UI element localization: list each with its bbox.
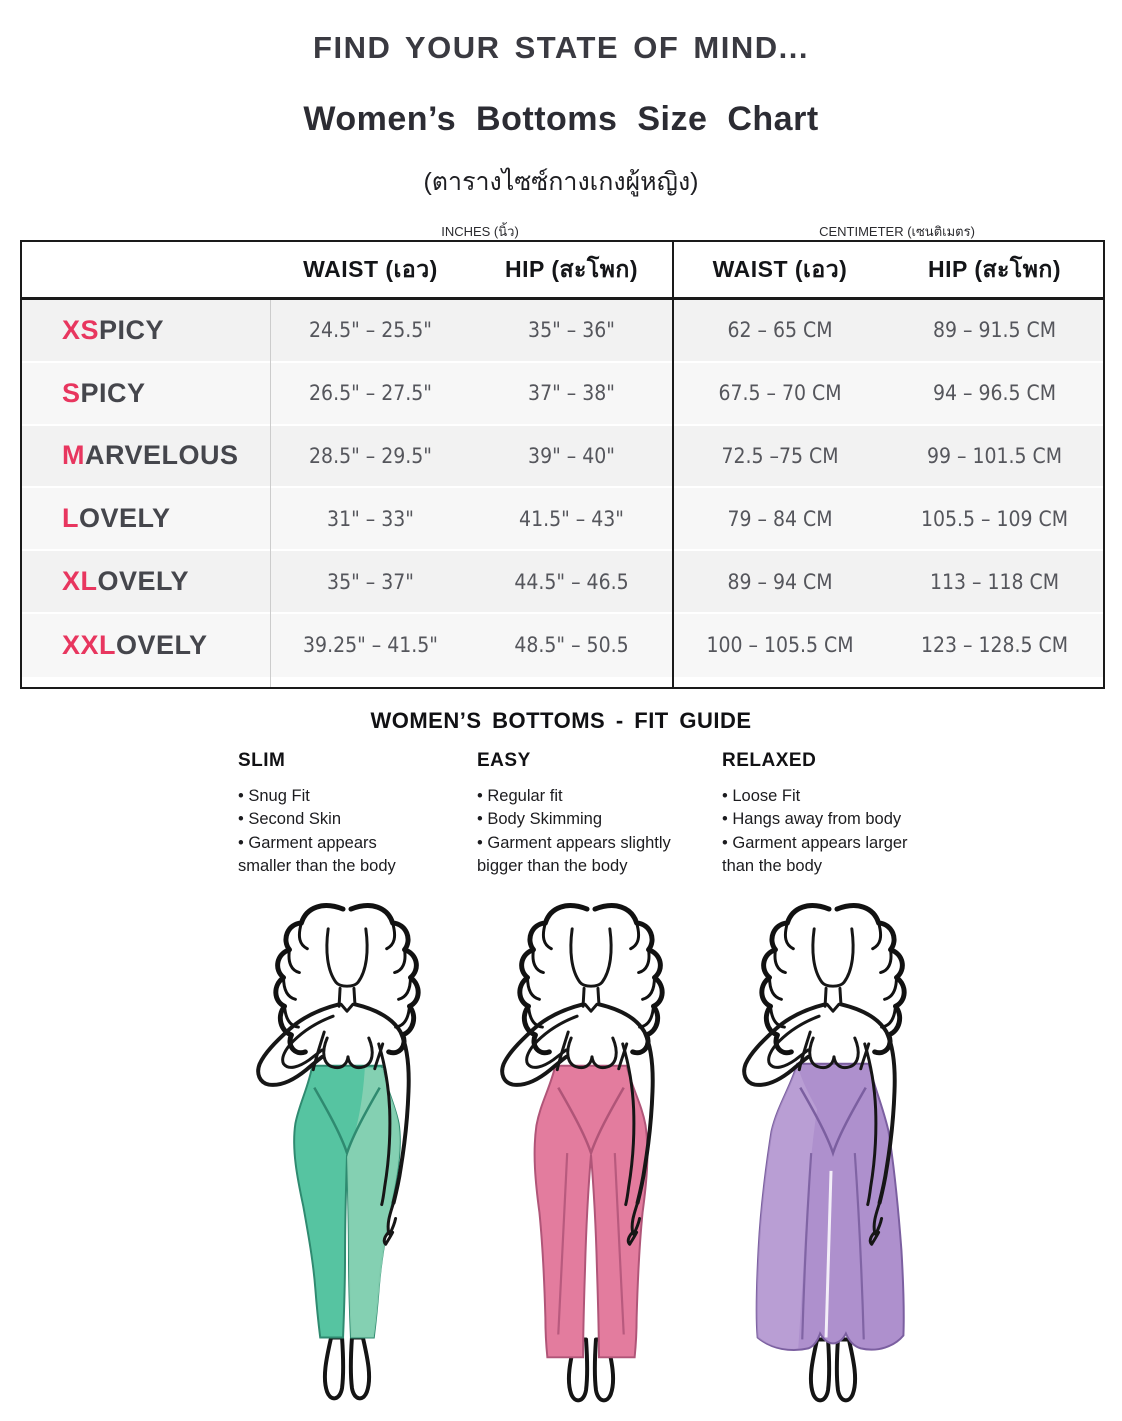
table-row bbox=[22, 614, 1103, 677]
pants-easy bbox=[535, 1066, 648, 1358]
left-foot bbox=[325, 1337, 343, 1398]
fit-bullet: • Hangs away from body bbox=[722, 808, 930, 831]
page-title: Women’s Bottoms Size Chart bbox=[303, 100, 819, 138]
size-table bbox=[20, 240, 1105, 689]
size-rest: ARVELOUS bbox=[85, 440, 239, 471]
page-subtitle-thai: (ตารางไซซ์กางเกงผู้หญิง) bbox=[423, 168, 699, 196]
waist-cm-value: 89 – 94 CM bbox=[727, 569, 833, 594]
size-name bbox=[22, 440, 270, 471]
fit-bullet: • Loose Fit bbox=[722, 785, 930, 808]
waist-inches-value: 39.25" – 41.5" bbox=[303, 633, 438, 658]
fit-bullet: • Garment appears slightly bigger than the body bbox=[477, 832, 689, 879]
fit-bullet: • Body Skimming bbox=[477, 808, 689, 831]
section-divider-line bbox=[672, 242, 674, 687]
waist-cm-value: 62 – 65 CM bbox=[727, 318, 833, 343]
fit-guide-title: WOMEN’S BOTTOMS - FIT GUIDE bbox=[370, 708, 752, 733]
size-prefix: XXL bbox=[62, 629, 117, 660]
table-row bbox=[22, 551, 1103, 614]
waist-cm-value: 67.5 – 70 CM bbox=[718, 381, 842, 406]
size-rest: OVELY bbox=[79, 503, 171, 534]
hip-cm-value: 105.5 – 109 CM bbox=[920, 506, 1069, 531]
hip-cm-header: HIP (สะโพก) bbox=[928, 255, 1061, 282]
fit-guide-column-easy bbox=[477, 748, 689, 879]
fit-name-easy: EASY bbox=[477, 750, 531, 771]
waist-inches-header: WAIST (เอว) bbox=[303, 255, 438, 282]
fit-bullet: • Garment appears smaller than the body bbox=[238, 832, 418, 879]
size-rest: PICY bbox=[80, 377, 146, 408]
size-prefix: S bbox=[62, 377, 81, 408]
hip-inches-header: HIP (สะโพก) bbox=[505, 255, 638, 282]
size-name bbox=[22, 630, 270, 661]
hip-inches-value: 44.5" – 46.5 bbox=[514, 569, 629, 594]
name-column-divider-line bbox=[270, 300, 271, 687]
waist-inches-value: 26.5" – 27.5" bbox=[309, 381, 432, 406]
size-name bbox=[22, 315, 270, 346]
table-row bbox=[22, 488, 1103, 551]
waist-inches-value: 35" – 37" bbox=[327, 569, 414, 594]
right-foot bbox=[837, 1339, 855, 1400]
size-rest: OVELY bbox=[116, 629, 208, 660]
size-table-body bbox=[22, 300, 1103, 687]
fit-guide-column-slim bbox=[238, 748, 418, 879]
centimeter-section-label: CENTIMETER (เซนติเมตร) bbox=[819, 224, 975, 239]
fit-bullet: • Second Skin bbox=[238, 808, 418, 831]
waist-inches-value: 24.5" – 25.5" bbox=[309, 318, 432, 343]
hip-cm-value: 99 – 101.5 CM bbox=[926, 443, 1063, 468]
hip-cm-value: 94 – 96.5 CM bbox=[932, 381, 1057, 406]
left-foot bbox=[811, 1339, 829, 1400]
waist-cm-header: WAIST (เอว) bbox=[712, 255, 848, 282]
size-name bbox=[22, 566, 270, 597]
figure-easy-fit bbox=[472, 891, 710, 1421]
fit-bullets-easy bbox=[477, 785, 689, 879]
fit-bullets-relaxed bbox=[722, 785, 930, 879]
fit-name-slim: SLIM bbox=[238, 750, 286, 771]
waist-cm-value: 100 – 105.5 CM bbox=[706, 633, 854, 658]
size-prefix: M bbox=[62, 440, 85, 471]
size-prefix: XL bbox=[62, 566, 98, 597]
figure-slim-fit bbox=[228, 891, 466, 1421]
figure-relaxed-fit bbox=[714, 891, 952, 1421]
waist-inches-value: 28.5" – 29.5" bbox=[309, 443, 432, 468]
waist-inches-value: 31" – 33" bbox=[327, 506, 414, 531]
size-rest: OVELY bbox=[97, 566, 190, 597]
inches-section-label: INCHES (นิ้ว) bbox=[441, 224, 519, 239]
size-name bbox=[22, 378, 270, 409]
fit-bullets-slim bbox=[238, 785, 418, 879]
hip-inches-value: 48.5" – 50.5 bbox=[514, 633, 629, 658]
table-row bbox=[22, 300, 1103, 363]
page-heading: FIND YOUR STATE OF MIND... bbox=[313, 30, 809, 65]
size-name bbox=[22, 503, 270, 534]
right-foot bbox=[351, 1337, 369, 1398]
fit-guide-column-relaxed bbox=[722, 748, 930, 879]
hip-inches-value: 41.5" – 43" bbox=[519, 506, 624, 531]
fit-bullet: • Garment appears larger than the body bbox=[722, 832, 930, 879]
size-prefix: XS bbox=[62, 314, 100, 345]
size-prefix: L bbox=[62, 503, 79, 534]
hip-inches-value: 35" – 36" bbox=[528, 318, 615, 343]
table-row bbox=[22, 426, 1103, 489]
size-table-header-row bbox=[22, 242, 1103, 300]
hip-cm-value: 89 – 91.5 CM bbox=[932, 318, 1057, 343]
hip-cm-value: 123 – 128.5 CM bbox=[920, 633, 1069, 658]
size-rest: PICY bbox=[99, 314, 165, 345]
fit-bullet: • Snug Fit bbox=[238, 785, 418, 808]
fit-name-relaxed: RELAXED bbox=[722, 750, 817, 771]
waist-cm-value: 79 – 84 CM bbox=[727, 506, 833, 531]
table-row bbox=[22, 363, 1103, 426]
hip-inches-value: 39" – 40" bbox=[528, 443, 615, 468]
fit-bullet: • Regular fit bbox=[477, 785, 689, 808]
waist-cm-value: 72.5 –75 CM bbox=[721, 443, 839, 468]
hip-inches-value: 37" – 38" bbox=[528, 381, 615, 406]
hip-cm-value: 113 – 118 CM bbox=[929, 569, 1060, 594]
